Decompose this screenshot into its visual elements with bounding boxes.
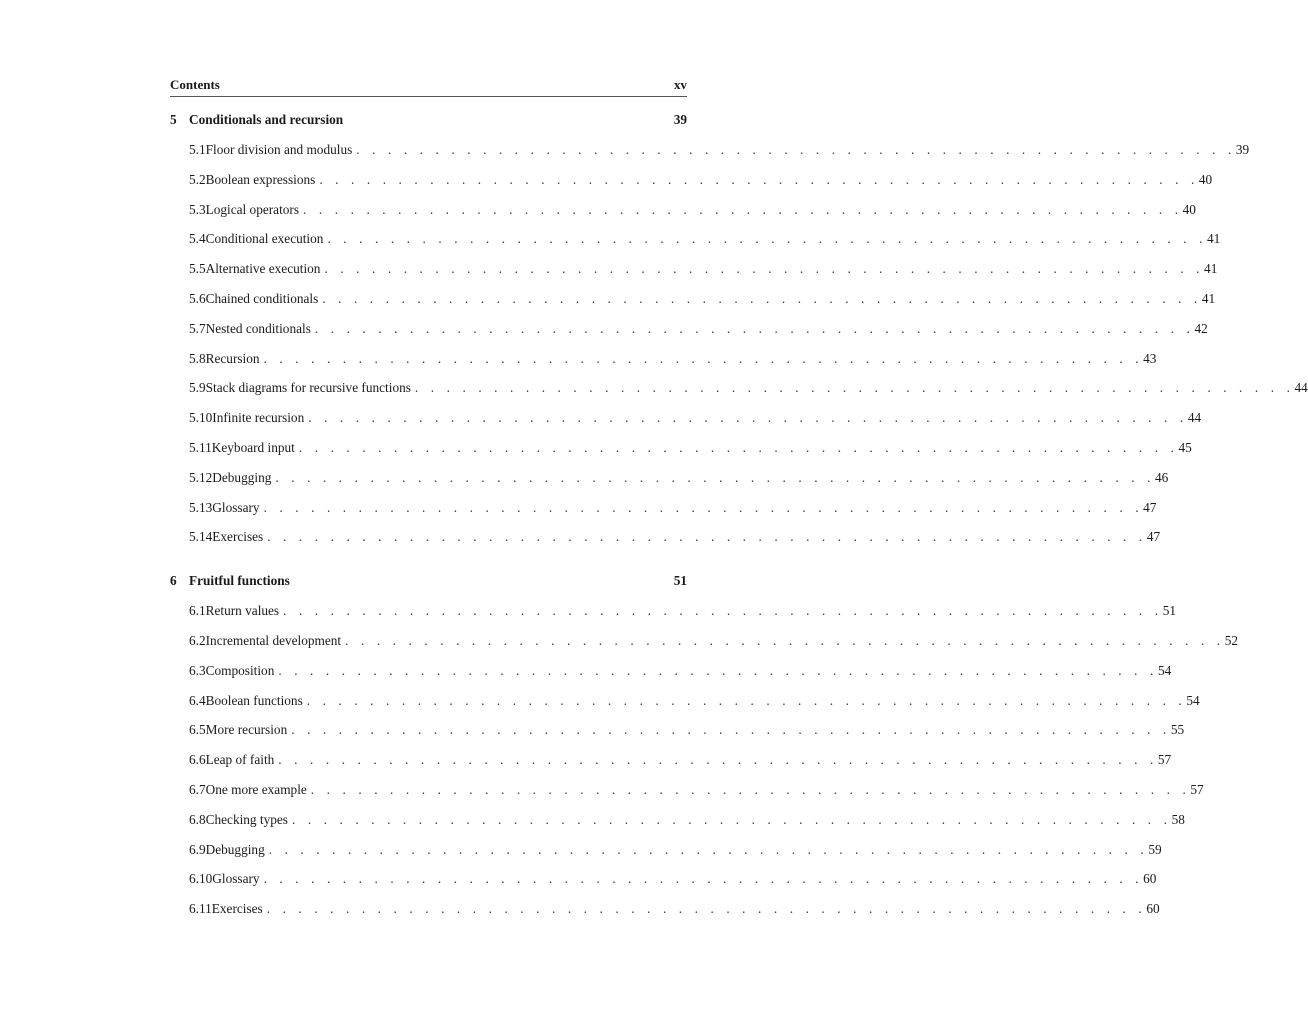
dot-leader: . . . . . . . . . . . . . . . . . . . . . . . . . . . . . . . . . . . . . . . . . . . . . . . . . . . . . . . .	[283, 603, 1163, 619]
section-number: 6.10	[189, 871, 213, 887]
chapter-title: Conditionals and recursion	[189, 112, 344, 127]
section-page: 58	[1171, 811, 1185, 827]
toc-entry[interactable]	[170, 469, 1169, 500]
section-number: 5.2	[189, 171, 206, 187]
section-page: 41	[1207, 231, 1221, 247]
dot-leader: . . . . . . . . . . . . . . . . . . . . . . . . . . . . . . . . . . . . . . . . . . . . . . . . . . . . . . . .	[322, 290, 1202, 306]
dot-leader: . . . . . . . . . . . . . . . . . . . . . . . . . . . . . . . . . . . . . . . . . . . . . . . . . . . . . . . .	[278, 752, 1158, 768]
section-number: 6.6	[189, 752, 206, 768]
dot-leader: . . . . . . . . . . . . . . . . . . . . . . . . . . . . . . . . . . . . . . . . . . . . . . . . . . . . . . . .	[267, 529, 1147, 545]
section-title: Infinite recursion	[212, 410, 305, 426]
section-title: Nested conditionals	[205, 320, 311, 336]
section-page: 55	[1170, 722, 1185, 738]
section-title: Glossary	[212, 499, 260, 515]
section-title: Glossary	[212, 871, 260, 887]
section-title: Exercises	[211, 901, 263, 917]
section-number: 6.4	[189, 692, 206, 708]
toc-entry[interactable]	[170, 692, 1200, 723]
section-number: 5.11	[189, 439, 212, 455]
section-page: 47	[1143, 499, 1157, 515]
section-page: 40	[1182, 201, 1196, 217]
section-page: 57	[1190, 781, 1204, 797]
toc-entry[interactable]	[170, 350, 1157, 381]
toc-entry[interactable]	[170, 662, 1172, 693]
dot-leader: . . . . . . . . . . . . . . . . . . . . . . . . . . . . . . . . . . . . . . . . . . . . . . . . . . . . . . . .	[306, 692, 1187, 708]
toc-entry[interactable]	[170, 529, 1161, 559]
section-number: 5.10	[189, 410, 213, 426]
section-number: 5.4	[189, 231, 206, 247]
section-page: 40	[1198, 171, 1213, 187]
section-number: 5.1	[189, 142, 206, 157]
dot-leader: . . . . . . . . . . . . . . . . . . . . . . . . . . . . . . . . . . . . . . . . . . . . . . . . . . . . . . . .	[308, 410, 1188, 426]
section-number: 6.5	[189, 722, 206, 738]
chapter-sections	[170, 603, 1239, 931]
running-header-title: Contents	[170, 77, 220, 92]
toc-entry[interactable]	[170, 171, 1213, 202]
dot-leader: . . . . . . . . . . . . . . . . . . . . . . . . . . . . . . . . . . . . . . . . . . . . . . . . . . . . . . . .	[291, 811, 1172, 827]
section-number: 5.7	[189, 320, 206, 336]
toc-entry[interactable]	[170, 290, 1216, 321]
section-page: 39	[1235, 142, 1250, 157]
section-number: 5.13	[189, 499, 213, 515]
section-number: 6.7	[189, 781, 206, 797]
section-page: 44	[1294, 380, 1308, 396]
section-title: More recursion	[205, 722, 288, 738]
table-of-contents	[170, 112, 1308, 945]
dot-leader: . . . . . . . . . . . . . . . . . . . . . . . . . . . . . . . . . . . . . . . . . . . . . . . . . . . . . . . .	[275, 469, 1155, 485]
toc-entry[interactable]	[170, 231, 1221, 261]
section-title: Recursion	[205, 350, 260, 366]
section-number: 6.9	[189, 841, 206, 857]
section-number: 6.1	[189, 603, 206, 619]
chapter-sections	[170, 142, 1308, 559]
dot-leader: . . . . . . . . . . . . . . . . . . . . . . . . . . . . . . . . . . . . . . . . . . . . . . . . . . . . . . . .	[414, 380, 1295, 396]
section-title: Logical operators	[205, 201, 300, 217]
dot-leader: . . . . . . . . . . . . . . . . . . . . . . . . . . . . . . . . . . . . . . . . . . . . . . . . . . . . . . . .	[303, 201, 1183, 217]
toc-entry[interactable]	[170, 142, 1250, 172]
toc-entry[interactable]	[170, 781, 1204, 812]
section-page: 59	[1148, 841, 1162, 857]
toc-chapter	[170, 112, 1308, 559]
section-page: 46	[1154, 469, 1169, 485]
section-page: 42	[1194, 320, 1208, 336]
section-title: Stack diagrams for recursive functions	[205, 380, 411, 396]
section-page: 54	[1186, 692, 1200, 708]
section-number: 6.8	[189, 811, 206, 827]
section-title: Composition	[205, 662, 275, 678]
section-title: Floor division and modulus	[205, 142, 353, 157]
section-title: Keyboard input	[211, 439, 295, 455]
dot-leader: . . . . . . . . . . . . . . . . . . . . . . . . . . . . . . . . . . . . . . . . . . . . . . . . . . . . . . . .	[314, 320, 1195, 336]
section-number: 5.8	[189, 350, 206, 366]
section-title: Checking types	[205, 811, 288, 827]
toc-entry[interactable]	[170, 841, 1162, 872]
toc-entry[interactable]	[170, 410, 1202, 440]
dot-leader: . . . . . . . . . . . . . . . . . . . . . . . . . . . . . . . . . . . . . . . . . . . . . . . . . . . . . . . .	[324, 261, 1205, 277]
dot-leader: . . . . . . . . . . . . . . . . . . . . . . . . . . . . . . . . . . . . . . . . . . . . . . . . . . . . . . . .	[345, 632, 1225, 648]
running-header-page-number: xv	[674, 77, 687, 92]
dot-leader: . . . . . . . . . . . . . . . . . . . . . . . . . . . . . . . . . . . . . . . . . . . . . . . . . . . . . . . .	[266, 901, 1147, 917]
toc-entry[interactable]	[170, 499, 1157, 530]
section-number: 5.6	[189, 290, 206, 306]
toc-chapter	[170, 573, 1239, 931]
dot-leader: . . . . . . . . . . . . . . . . . . . . . . . . . . . . . . . . . . . . . . . . . . . . . . . . . . . . . . . .	[268, 841, 1149, 857]
section-title: Return values	[205, 603, 280, 619]
section-title: Boolean functions	[205, 692, 303, 708]
section-page: 41	[1201, 290, 1216, 306]
section-page: 47	[1146, 529, 1161, 545]
section-number: 5.5	[189, 261, 206, 277]
section-title: Leap of faith	[205, 752, 275, 768]
toc-entry[interactable]	[170, 722, 1185, 752]
chapter-page: 39	[673, 112, 687, 127]
section-page: 43	[1143, 350, 1157, 366]
section-number: 5.3	[189, 201, 206, 217]
dot-leader: . . . . . . . . . . . . . . . . . . . . . . . . . . . . . . . . . . . . . . . . . . . . . . . . . . . . . . . .	[263, 350, 1144, 366]
chapter-page: 51	[673, 573, 687, 589]
chapter-title: Fruitful functions	[189, 573, 290, 589]
section-page: 60	[1146, 901, 1160, 917]
section-title: Boolean expressions	[205, 171, 316, 187]
section-page: 52	[1224, 632, 1239, 648]
section-number: 5.12	[189, 469, 213, 485]
toc-entry[interactable]	[170, 261, 1218, 291]
section-number: 5.9	[189, 380, 206, 396]
section-title: One more example	[205, 781, 307, 797]
toc-entry[interactable]	[170, 439, 1192, 470]
toc-entry[interactable]	[170, 901, 1160, 931]
toc-entry[interactable]	[170, 380, 1308, 410]
dot-leader: . . . . . . . . . . . . . . . . . . . . . . . . . . . . . . . . . . . . . . . . . . . . . . . . . . . . . . . .	[278, 662, 1158, 678]
section-page: 60	[1143, 871, 1157, 887]
dot-leader: . . . . . . . . . . . . . . . . . . . . . . . . . . . . . . . . . . . . . . . . . . . . . . . . . . . . . . . .	[327, 231, 1208, 247]
section-title: Exercises	[212, 529, 264, 545]
dot-leader: . . . . . . . . . . . . . . . . . . . . . . . . . . . . . . . . . . . . . . . . . . . . . . . . . . . . . . . .	[356, 142, 1236, 157]
section-title: Chained conditionals	[205, 290, 319, 306]
dot-leader: . . . . . . . . . . . . . . . . . . . . . . . . . . . . . . . . . . . . . . . . . . . . . . . . . . . . . . . .	[263, 871, 1144, 887]
section-title: Debugging	[205, 841, 265, 857]
dot-leader: . . . . . . . . . . . . . . . . . . . . . . . . . . . . . . . . . . . . . . . . . . . . . . . . . . . . . . . .	[319, 171, 1199, 187]
toc-entry[interactable]	[170, 632, 1239, 663]
section-page: 45	[1178, 439, 1192, 455]
dot-leader: . . . . . . . . . . . . . . . . . . . . . . . . . . . . . . . . . . . . . . . . . . . . . . . . . . . . . . . .	[298, 439, 1179, 455]
dot-leader: . . . . . . . . . . . . . . . . . . . . . . . . . . . . . . . . . . . . . . . . . . . . . . . . . . . . . . . .	[263, 499, 1144, 515]
dot-leader: . . . . . . . . . . . . . . . . . . . . . . . . . . . . . . . . . . . . . . . . . . . . . . . . . . . . . . . .	[291, 722, 1171, 738]
chapter-number: 6	[170, 573, 177, 589]
chapter-heading[interactable]	[170, 573, 687, 593]
section-page: 51	[1162, 603, 1176, 619]
section-title: Debugging	[212, 469, 272, 485]
section-page: 41	[1204, 261, 1218, 277]
section-title: Incremental development	[205, 632, 342, 648]
section-title: Alternative execution	[205, 261, 321, 277]
section-number: 6.3	[189, 662, 206, 678]
toc-entry[interactable]	[170, 811, 1185, 842]
dot-leader: . . . . . . . . . . . . . . . . . . . . . . . . . . . . . . . . . . . . . . . . . . . . . . . . . . . . . . . .	[310, 781, 1191, 797]
section-number: 6.11	[189, 901, 212, 917]
toc-entry[interactable]	[170, 752, 1172, 782]
section-page: 54	[1157, 662, 1172, 678]
section-number: 5.14	[189, 529, 213, 545]
running-header	[170, 77, 687, 97]
toc-entry[interactable]	[170, 320, 1208, 351]
toc-entry[interactable]	[170, 871, 1157, 901]
chapter-number: 5	[170, 112, 177, 127]
section-number: 6.2	[189, 632, 206, 648]
toc-entry[interactable]	[170, 603, 1176, 633]
toc-entry[interactable]	[170, 201, 1196, 232]
section-page: 57	[1157, 752, 1172, 768]
section-title: Conditional execution	[205, 231, 324, 247]
section-page: 44	[1187, 410, 1202, 426]
chapter-heading[interactable]	[170, 112, 687, 132]
